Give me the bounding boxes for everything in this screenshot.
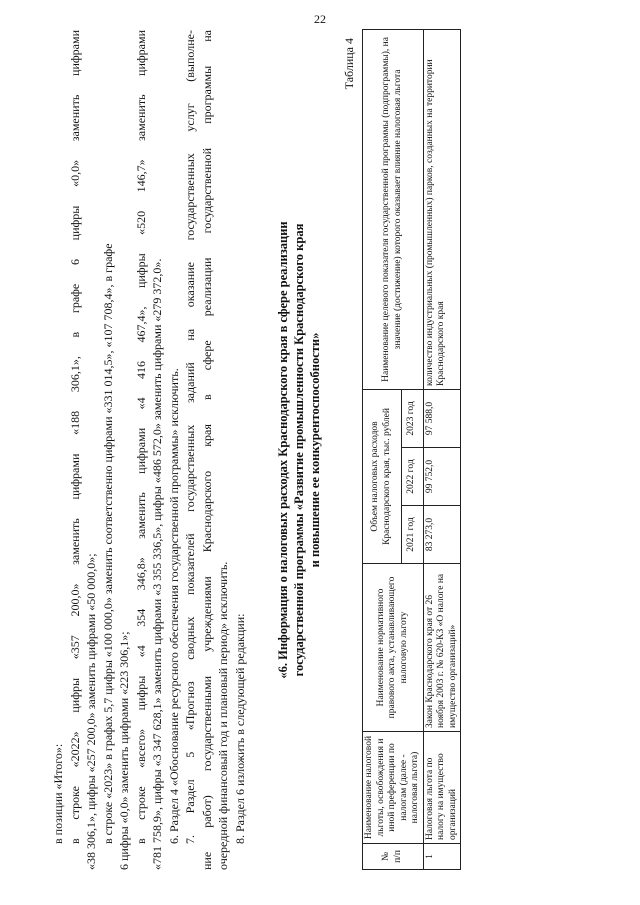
header-benefit-name: Наименование налоговой льготы, освобождения и иной преференции по налогам (далее - налоговая льгота) [363, 732, 424, 844]
table-row [423, 29, 461, 869]
section-title-line: и повышение ее конкурентоспособности» [308, 332, 322, 568]
cell-target-indicator: количество индустриальных (промышленных) парков, созданных на территории Краснодарского края [423, 29, 461, 389]
text-line: очередной финансовый год и плановый период» исключить. [216, 561, 230, 870]
text-line: в строке «всего» цифры «4 354 346,8» заменить цифрами «4 416 467,4», цифры «520 146,7» заменить цифрами [133, 30, 148, 844]
text-line: ние работ) государственными учреждениями Краснодарского края в сфере реализации государственной программы на [199, 30, 214, 870]
section-title-line: государственной программы «Развитие промышленности Краснодарского края [292, 223, 306, 677]
text-line: в строке «2023» в графах 5,7 цифры «100 000,0» заменить соответственно цифрами «331 014,5», «107 708,4», в графе [100, 243, 115, 844]
tax-expenditure-table [362, 29, 461, 870]
header-target-indicator: Наименование целевого показателя государственной программы (подпрограммы), на значение (достижение) которого оказывает влияние налоговая льгота [363, 29, 424, 389]
text-line: 6. Раздел 4 «Обоснование ресурсного обеспечения государственной программы» исключить. [166, 368, 181, 844]
text-line: «781 758,9», цифры «3 347 628,1» заменить цифрами «3 355 336,5», цифры «486 572,0» заменить цифрами «279 372,0». [150, 258, 164, 870]
table-header-row [363, 29, 402, 869]
cell-legal-act: Закон Краснодарского края от 26 ноября 2003 г. № 620-КЗ «О налоге на имущество организаций» [423, 564, 461, 732]
text-line: 6 цифры «0,0» заменить цифрами «223 306,1»; [117, 631, 131, 870]
header-num: № п/п [363, 844, 424, 870]
header-volume: Объем налоговых расходов Краснодарского края, тыс. рублей [363, 389, 402, 563]
cell-volume-2021: 83 273,0 [423, 506, 461, 564]
header-year-2023: 2023 год [401, 389, 423, 447]
section-title [275, 30, 323, 870]
text-line: 8. Раздел 6 изложить в следующей редакции: [232, 613, 247, 844]
body-text [50, 30, 248, 870]
header-legal-act: Наименование нормативного правового акта, устанавливающего налоговую льготу [363, 564, 424, 732]
page-number: 22 [314, 12, 326, 26]
cell-num: 1 [423, 844, 461, 870]
text-line: в позиции «Итого»: [51, 743, 65, 844]
cell-benefit-name: Налоговая льгота по налогу на имущество организаций [423, 732, 461, 844]
section-title-line: «6. Информация о налоговых расходах Краснодарского края в сфере реализации [276, 221, 290, 679]
text-line: 7. Раздел 5 «Прогноз сводных показателей государственных заданий на оказание государственных услуг (выполне- [183, 30, 197, 844]
cell-volume-2023: 97 588,0 [423, 389, 461, 447]
header-year-2021: 2021 год [401, 506, 423, 564]
rotated-content [50, 30, 590, 870]
text-line: в строке «2022» цифры «357 200,0» заменить цифрами «188 306,1», в графе 6 цифры «0,0» заменить цифрами [67, 30, 82, 844]
cell-volume-2022: 99 752,0 [423, 448, 461, 506]
table-label: Таблица 4 [342, 38, 356, 90]
header-year-2022: 2022 год [401, 448, 423, 506]
text-line: «38 306,1», цифры «257 200,0» заменить цифрами «50 000,0»; [84, 553, 98, 870]
